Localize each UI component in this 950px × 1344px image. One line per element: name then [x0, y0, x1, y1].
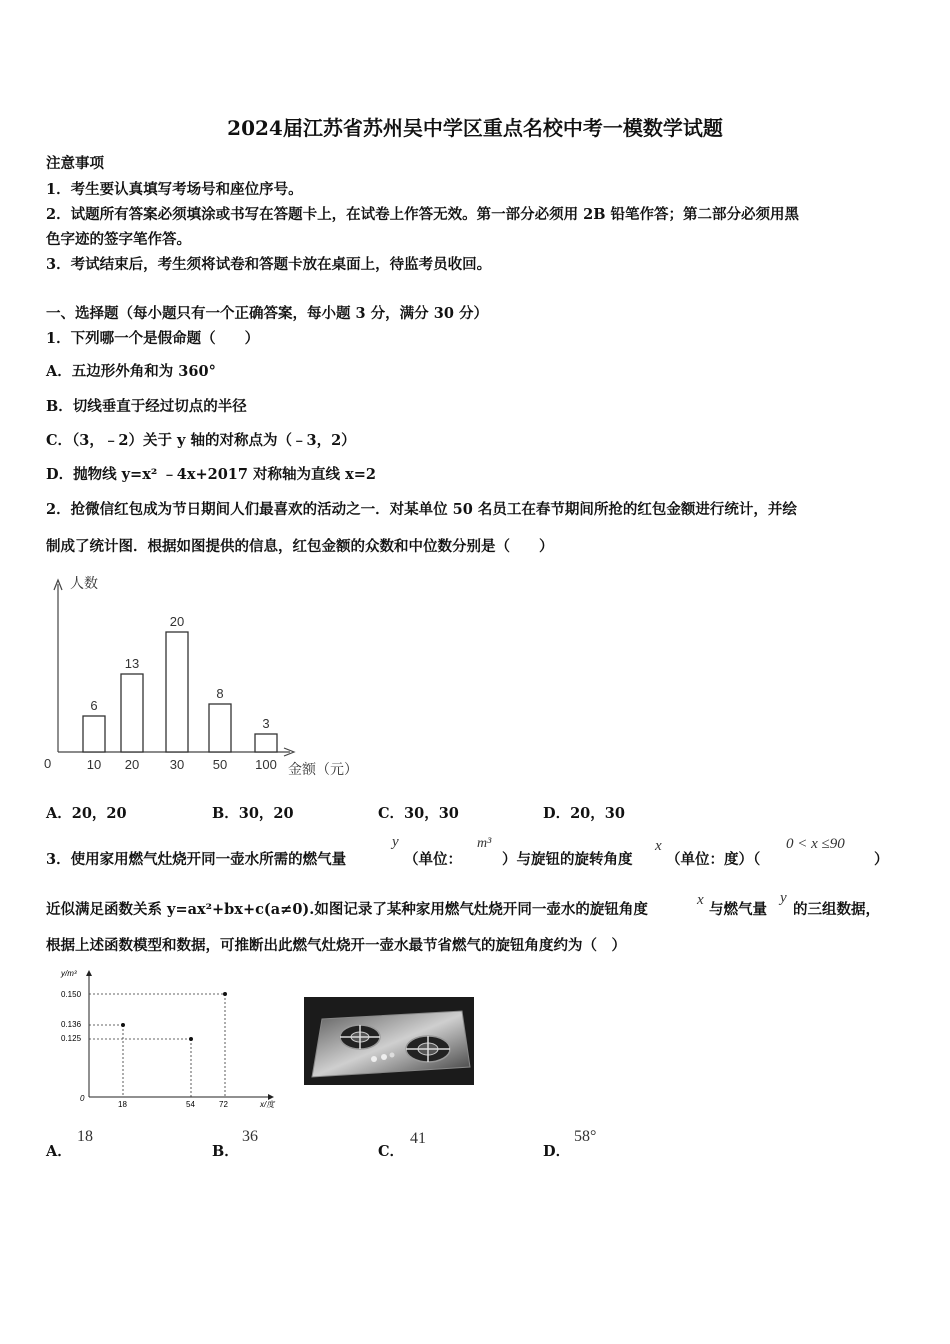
section-heading: 一、选择题（每小题只有一个正确答案，每小题 3 分，满分 30 分）: [46, 305, 488, 322]
chart-x-tick: 50: [212, 757, 228, 772]
q2-stem-line1: 2．抢微信红包成为节日期间人们最喜欢的活动之一．对某单位 50 名员工在春节期间所抢的红包金额进行统计，并绘: [46, 501, 797, 518]
chart-x-tick: 30: [169, 757, 185, 772]
q3-var-x-2: x: [697, 892, 704, 908]
knob: [371, 1056, 377, 1062]
chart-origin-label: 0: [44, 756, 52, 771]
q3-line2-b: 与燃气量: [709, 901, 767, 918]
q3-option-b-value: 36: [242, 1128, 258, 1145]
gas-stove-photo: [304, 997, 474, 1085]
graph-x-tick: 54: [186, 1100, 195, 1109]
q3-var-x: x: [655, 838, 662, 854]
chart-bar: [166, 632, 188, 752]
q3-option-c-letter: C．: [378, 1143, 405, 1160]
q1-option-a: A．五边形外角和为 360°: [46, 363, 216, 380]
red-packet-bar-chart: [40, 572, 380, 782]
q3-close: ）: [874, 851, 889, 868]
q3-unit-m3: m³: [477, 836, 492, 851]
graph-x-tick: 18: [118, 1100, 127, 1109]
q3-unit-label-a: （单位：: [404, 851, 462, 868]
q1-stem: 1．下列哪一个是假命题（ ）: [46, 330, 260, 347]
q3-line3: 根据上述函数模型和数据，可推断出此燃气灶烧开一壶水最节省燃气的旋钮角度约为（ ）: [46, 937, 626, 954]
chart-data-label: 6: [90, 698, 98, 713]
chart-x-label: 金额（元）: [288, 761, 358, 777]
chart-data-label: 3: [262, 716, 270, 731]
q3-range: 0 < x ≤90: [786, 836, 845, 852]
q3-option-d-value: 58°: [574, 1128, 597, 1145]
q3-option-a-letter: A．: [46, 1143, 72, 1160]
chart-data-label: 13: [124, 656, 140, 671]
graph-x-label: x/度: [260, 1100, 275, 1109]
q2-option-d: D．20，30: [543, 805, 625, 822]
graph-y-tick: 0.136: [61, 1020, 82, 1029]
graph-y-tick: 0.125: [61, 1034, 82, 1043]
q3-option-d-letter: D．: [543, 1143, 571, 1160]
chart-x-tick: 20: [124, 757, 140, 772]
q3-unit-deg: （单位：度）（: [666, 851, 761, 868]
q3-option-c-value: 41: [410, 1130, 426, 1147]
notice-heading: 注意事项: [46, 155, 104, 172]
q3-option-b-letter: B．: [212, 1143, 239, 1160]
q3-var-y-2: y: [780, 890, 787, 906]
notice-line: 色字迹的签字笔作答。: [46, 231, 191, 248]
q3-line2-c: 的三组数据，: [793, 901, 880, 918]
chart-data-label: 20: [169, 614, 185, 629]
q2-option-a: A．20，20: [46, 805, 127, 822]
notice-line: 1．考生要认真填写考场号和座位序号。: [46, 181, 303, 198]
knob: [381, 1054, 387, 1060]
graph-x-tick: 72: [219, 1100, 228, 1109]
q2-option-b: B．30，20: [212, 805, 294, 822]
notice-line: 2．试题所有答案必须填涂或书写在答题卡上，在试卷上作答无效。第一部分必须用 2B 铅笔作答；第二部分必须用黑: [46, 206, 800, 223]
q2-stem-line2: 制成了统计图．根据如图提供的信息，红包金额的众数和中位数分别是（ ）: [46, 538, 554, 555]
chart-x-tick: 100: [255, 757, 277, 772]
q3-line2-a: 近似满足函数关系 y=ax²+bx+c(a≠0).如图记录了某种家用燃气灶烧开同一壶水的旋钮角度: [46, 901, 648, 918]
chart-y-label: 人数: [70, 575, 98, 591]
q2-option-c: C．30，30: [378, 805, 459, 822]
data-point: [223, 992, 227, 996]
q1-option-d: D．抛物线 y=x² ﹣4x+2017 对称轴为直线 x=2: [46, 466, 376, 483]
chart-data-label: 8: [216, 686, 224, 701]
graph-y-label: y/m³: [61, 969, 77, 978]
graph-y-tick: 0.150: [61, 990, 82, 999]
gas-usage-graph: [55, 965, 285, 1115]
chart-bar: [83, 716, 105, 752]
q3-unit-label-b: ）与旋钮的旋转角度: [502, 851, 633, 868]
chart-bar: [255, 734, 277, 752]
notice-line: 3．考试结束后，考生须将试卷和答题卡放在桌面上，待监考员收回。: [46, 256, 492, 273]
q3-option-a-value: 18: [77, 1128, 93, 1145]
graph-origin: 0: [80, 1094, 85, 1103]
chart-bar: [209, 704, 231, 752]
q1-option-b: B．切线垂直于经过切点的半径: [46, 398, 247, 415]
q1-option-c: C．（3，﹣2）关于 y 轴的对称点为（﹣3，2）: [46, 432, 356, 449]
q3-stem-a: 3．使用家用燃气灶烧开同一壶水所需的燃气量: [46, 851, 347, 868]
data-point: [121, 1023, 125, 1027]
data-point: [189, 1037, 193, 1041]
page-title: 2024届江苏省苏州吴中学区重点名校中考一模数学试题: [227, 116, 723, 140]
chart-x-tick: 10: [86, 757, 102, 772]
chart-bar: [121, 674, 143, 752]
q3-var-y: y: [392, 834, 399, 850]
